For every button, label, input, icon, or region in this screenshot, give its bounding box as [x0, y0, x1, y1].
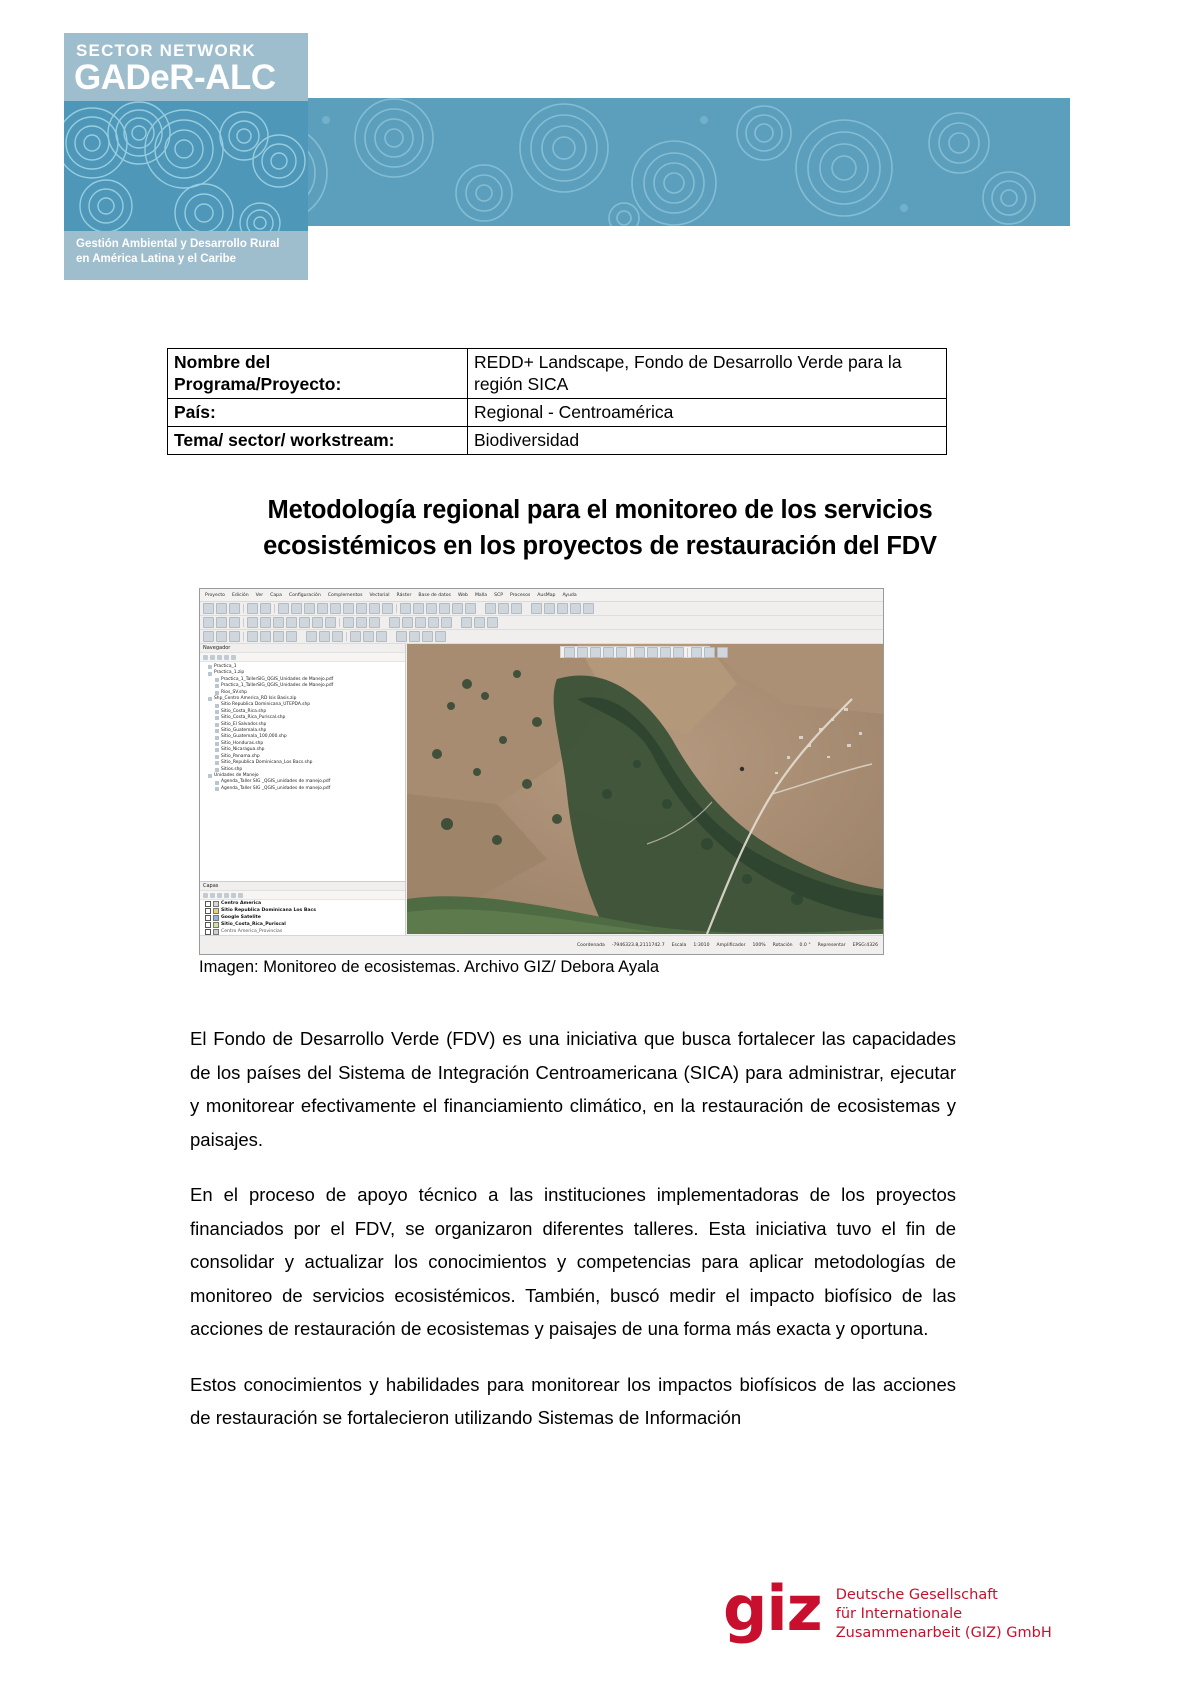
status-render-label[interactable]: Representar: [817, 942, 846, 948]
info-value-tema: Biodiversidad: [468, 427, 947, 455]
status-scale-value[interactable]: 1:3010: [693, 942, 710, 948]
browser-tree-item-label: Sitio_Panama.shp: [221, 753, 260, 759]
pdf-icon: [215, 787, 219, 791]
pdf-icon: [215, 678, 219, 682]
toolbar-icon-zoom-selection[interactable]: [330, 603, 341, 614]
layer-swatch: [213, 929, 219, 935]
toolbar-icon-zoom-next[interactable]: [369, 603, 380, 614]
shapefile-icon: [215, 704, 219, 708]
page-title: [160, 492, 1040, 564]
checkbox-icon[interactable]: [205, 922, 211, 928]
giz-fullname-line2: für Internationale: [835, 1606, 963, 1622]
toolbar-icon-cut-features[interactable]: [273, 617, 284, 628]
toolbar-icon-print[interactable]: [247, 603, 258, 614]
map-toolbar-icon-measure-angle[interactable]: [660, 647, 671, 658]
page-title-line2: ecosistémicos en los proyectos de restauración del FDV: [263, 532, 937, 560]
shapefile-icon: [215, 742, 219, 746]
giz-fullname-line3: Zusammenarbeit (GIZ) GmbH: [835, 1625, 1052, 1641]
browser-tree-item-label: Practica_1_TallerSIG_QGIS_Unidades de Manejo.pdf: [221, 683, 334, 689]
toolbar-icon-identify[interactable]: [400, 603, 411, 614]
browser-tree-item-label: Sitio Republica Dominicana_UTEPDA.shp: [221, 702, 311, 708]
status-scale-label: Escala: [671, 942, 687, 948]
layer-item-label: Google Satelite: [221, 915, 261, 920]
layer-item[interactable]: [200, 907, 405, 914]
map-toolbar-icon-bookmarks[interactable]: [704, 647, 715, 658]
browser-tree-item-label: Sitio_Guatemala.shp: [221, 728, 267, 734]
body-paragraph-3: Estos conocimientos y habilidades para monitorear los impactos biofísicos de las acciones de restauración se fortalecieron utilizando Sistemas de Información: [190, 1373, 956, 1428]
browser-tree-item-label: Sitio_Nicaragua.shp: [221, 747, 265, 753]
map-toolbar-icon-zoom-in[interactable]: [577, 647, 588, 658]
toolbar-icon-plugin-qgis2web[interactable]: [332, 631, 343, 642]
toolbar-icon-scp-roi-tool[interactable]: [273, 631, 284, 642]
layers-list[interactable]: [200, 900, 405, 935]
toolbar-icon-save-project[interactable]: [229, 603, 240, 614]
menu-item-malla[interactable]: Malla: [474, 592, 488, 598]
logo-sector-network-text: SECTOR NETWORK: [76, 41, 256, 60]
toolbar-icon-scp-postprocessing[interactable]: [229, 631, 240, 642]
shapefile-icon: [215, 748, 219, 752]
layer-item[interactable]: [200, 914, 405, 921]
map-toolbar-icon-zoom-out[interactable]: [590, 647, 601, 658]
toolbar-separator: [396, 604, 397, 613]
pdf-icon: [215, 781, 219, 785]
toolbar-icon-new-project[interactable]: [203, 603, 214, 614]
menu-item-ver[interactable]: Ver: [255, 592, 264, 598]
menu-item-edicion[interactable]: Edición: [231, 592, 249, 598]
info-value-programa: REDD+ Landscape, Fondo de Desarrollo Verde para la región SICA: [468, 349, 947, 399]
giz-logo-footer: [723, 1572, 1052, 1645]
toolbar-icon-snapping[interactable]: [343, 617, 354, 628]
toolbar-icon-bookmark[interactable]: [396, 631, 407, 642]
menu-item-vectorial[interactable]: Vectorial: [369, 592, 390, 598]
shapefile-icon: [215, 723, 219, 727]
qgis-screenshot-figure: [199, 588, 884, 955]
map-toolbar-icon-annotations[interactable]: [691, 647, 702, 658]
info-label-pais: País:: [168, 399, 468, 427]
menu-item-proyecto[interactable]: Proyecto: [205, 592, 225, 598]
figure-caption: Imagen: Monitoreo de ecosistemas. Archivo GIZ/ Debora Ayala: [199, 958, 660, 976]
layer-item[interactable]: [200, 900, 405, 907]
browser-icon-add-favorite[interactable]: [210, 655, 215, 660]
logo-rings-panel: [64, 101, 308, 231]
browser-icon-filter[interactable]: [224, 655, 229, 660]
toolbar-icon-help-contents[interactable]: [435, 631, 446, 642]
toolbar-separator: [243, 604, 244, 613]
checkbox-icon[interactable]: [205, 929, 211, 935]
qgis-toolbar-row-3[interactable]: [200, 630, 883, 644]
map-toolbar-icon-pan[interactable]: [564, 647, 575, 658]
giz-fullname-line1: Deutsche Gesellschaft: [835, 1587, 998, 1603]
menu-item-procesos[interactable]: Procesos: [510, 592, 531, 598]
logo-subtitle-text: [76, 237, 279, 267]
giz-wordmark: giz: [723, 1572, 822, 1645]
layers-icon-remove-layer[interactable]: [238, 893, 243, 898]
info-label-programa: [168, 349, 468, 399]
logo-subtitle-panel: [64, 231, 308, 280]
toolbar-icon-scp-band-set[interactable]: [461, 617, 472, 628]
toolbar-icon-filter[interactable]: [428, 617, 439, 628]
toolbar-separator: [243, 618, 244, 627]
satellite-imagery: [407, 644, 883, 934]
layer-item-label: Sitio_Costa_Rica_Puriscal: [221, 922, 286, 927]
browser-tree-item-label: Practica_1.zip: [214, 670, 245, 676]
checkbox-icon[interactable]: [205, 915, 211, 921]
toolbar-icon-scp-classification[interactable]: [474, 617, 485, 628]
layer-item-label: Centro America: [221, 901, 262, 906]
qgis-menu-bar[interactable]: [200, 589, 883, 602]
browser-icon-options[interactable]: [231, 655, 236, 660]
layers-icon-filter-legend[interactable]: [224, 893, 229, 898]
toolbar-icon-style-manager[interactable]: [402, 617, 413, 628]
toolbar-icon-zoom-out[interactable]: [304, 603, 315, 614]
body-paragraph-2: En el proceso de apoyo técnico a las instituciones implementadoras de los proyectos financiados por el FDV, se organizaron diferentes talleres. Esta iniciativa tuvo el fin de consolidar y actualizar los conocimientos y competencias para aplicar metodologías de monitoreo de servicios ecosistémicos. También, buscó medir el impacto biofísico de las acciones de restauración de ecosistemas y paisajes de una forma más exacta y oportuna.: [190, 1184, 956, 1339]
status-magnifier-value[interactable]: 100%: [752, 942, 766, 948]
info-label-programa-line1: Nombre del: [174, 352, 271, 372]
body-paragraph-1: El Fondo de Desarrollo Verde (FDV) es una iniciativa que busca fortalecer las capacidades de los países del Sistema de Integración Centroamericana (SICA) para administrar, ejecutar y monitorear efectivamente el financiamiento climático, en la restauración de ecosistemas y paisajes.: [190, 1028, 956, 1150]
map-toolbar-icon-measure-area[interactable]: [647, 647, 658, 658]
layers-icon-expand-all[interactable]: [231, 893, 236, 898]
layer-swatch: [213, 915, 219, 921]
toolbar-icon-add-feature[interactable]: [216, 617, 227, 628]
status-coordinate-value: -7946323.8,2111742.7: [611, 942, 665, 948]
checkbox-icon[interactable]: [205, 901, 211, 907]
browser-tree-item-label: Sitio_El Salvador.shp: [221, 721, 267, 727]
menu-item-base-de-datos[interactable]: Base de datos: [418, 592, 451, 598]
toolbar-icon-python-console[interactable]: [498, 603, 509, 614]
toolbar-icon-move-feature[interactable]: [229, 617, 240, 628]
menu-item-ayuda[interactable]: Ayuda: [562, 592, 577, 598]
info-label-tema: Tema/ sector/ workstream:: [168, 427, 468, 455]
browser-panel-toolbar[interactable]: [200, 653, 405, 662]
toolbar-icon-plugin-manager[interactable]: [511, 603, 522, 614]
toolbar-icon-gps-tools[interactable]: [422, 631, 433, 642]
status-crs-label[interactable]: EPSG:4326: [852, 942, 878, 948]
toolbar-icon-layer-properties[interactable]: [415, 617, 426, 628]
toolbar-icon-add-wms-layer[interactable]: [570, 603, 581, 614]
map-toolbar-icon-refresh[interactable]: [717, 647, 728, 658]
document-body: [190, 1022, 956, 1457]
archive-icon: [208, 672, 212, 676]
toolbar-icon-scp-settings[interactable]: [260, 631, 271, 642]
toolbar-icon-layout[interactable]: [260, 603, 271, 614]
menu-item-complementos[interactable]: Complementos: [327, 592, 363, 598]
layers-icon-add-group[interactable]: [210, 893, 215, 898]
shapefile-icon: [215, 691, 219, 695]
map-toolbar-icon-measure-line[interactable]: [634, 647, 645, 658]
decorative-rings-logo: [64, 101, 308, 231]
layers-icon-manage-visibility[interactable]: [217, 893, 222, 898]
toolbar-icon-measure[interactable]: [413, 603, 424, 614]
map-toolbar-icon-identify[interactable]: [616, 647, 627, 658]
shapefile-icon: [215, 755, 219, 759]
toolbar-icon-zoom-full[interactable]: [317, 603, 328, 614]
toolbar-icon-scp-download-products[interactable]: [203, 631, 214, 642]
toolbar-separator: [339, 618, 340, 627]
toolbar-icon-text-annotation[interactable]: [363, 631, 374, 642]
status-rotation-label: Rotación: [772, 942, 793, 948]
toolbar-separator: [243, 632, 244, 641]
logo-subtitle-line1: Gestión Ambiental y Desarrollo Rural: [76, 238, 280, 250]
layer-swatch: [213, 901, 219, 907]
info-value-pais: Regional - Centroamérica: [468, 399, 947, 427]
toolbar-icon-expression-select[interactable]: [441, 617, 452, 628]
browser-tree-item-label: Sitio_Guatemala_100,000.shp: [221, 734, 287, 740]
giz-fullname: [836, 1586, 1052, 1643]
logo-gader-alc-text: GADeR-ALC: [74, 58, 276, 97]
toolbar-icon-html-annotation[interactable]: [376, 631, 387, 642]
layer-item[interactable]: [200, 921, 405, 928]
toolbar-icon-scp-preprocessing[interactable]: [216, 631, 227, 642]
layer-swatch: [213, 908, 219, 914]
browser-tree-item-label: Unidades de Manejo: [214, 772, 259, 778]
browser-tree-item-label: Shp_Centro America_RD Isis Basis.zip: [214, 696, 297, 702]
shapefile-icon: [215, 736, 219, 740]
toolbar-icon-topological-editing[interactable]: [356, 617, 367, 628]
toolbar-icon-zoom-layer[interactable]: [343, 603, 354, 614]
folder-icon: [208, 665, 212, 669]
table-row: [168, 349, 947, 399]
browser-tree-item-label: Agenda_Taller SIG _QGIS_unidades de manejo.pdf: [221, 785, 331, 791]
status-rotation-value[interactable]: 0.0 °: [799, 942, 811, 948]
toolbar-icon-zoom-in[interactable]: [291, 603, 302, 614]
browser-tree-item-label: Agenda_Taller SIG _QGIS_unidades de manejo.pdf: [221, 779, 331, 785]
qgis-map-canvas[interactable]: [407, 644, 883, 934]
toolbar-icon-data-source-manager[interactable]: [583, 603, 594, 614]
toolbar-icon-copy-features[interactable]: [286, 617, 297, 628]
layer-item[interactable]: [200, 928, 405, 935]
toolbar-icon-undo[interactable]: [312, 617, 323, 628]
checkbox-icon[interactable]: [205, 908, 211, 914]
toolbar-icon-refresh[interactable]: [382, 603, 393, 614]
layer-item-label: Sitio Republica Dominicana Los Bacs: [221, 908, 316, 913]
menu-item-capa[interactable]: Capa: [270, 592, 282, 598]
logo-subtitle-line2: en América Latina y el Caribe: [76, 253, 237, 265]
toolbar-icon-add-vector-layer[interactable]: [531, 603, 542, 614]
toolbar-icon-add-raster-layer[interactable]: [544, 603, 555, 614]
browser-tree-item[interactable]: [204, 786, 405, 792]
toolbar-icon-scp-band-calc[interactable]: [247, 631, 258, 642]
toolbar-icon-deselect[interactable]: [439, 603, 450, 614]
shapefile-icon: [215, 716, 219, 720]
toolbar-icon-scp-preview[interactable]: [487, 617, 498, 628]
layers-panel-toolbar[interactable]: [200, 891, 405, 900]
browser-tree-item-label: Rios_SV.shp: [221, 689, 247, 695]
toolbar-icon-processing-toolbox[interactable]: [485, 603, 496, 614]
browser-tree-item-label: Sitio_Costa_Rica.shp: [221, 708, 267, 714]
qgis-layers-panel[interactable]: [200, 881, 406, 939]
toolbar-icon-digitize-toggle[interactable]: [203, 617, 214, 628]
qgis-browser-panel[interactable]: [200, 644, 406, 881]
toolbar-icon-redo[interactable]: [325, 617, 336, 628]
layers-icon-open-style[interactable]: [203, 893, 208, 898]
browser-tree-item-label: Sitio_Honduras.shp: [221, 740, 264, 746]
qgis-toolbar-row-2[interactable]: [200, 616, 883, 630]
map-toolbar-icon-select[interactable]: [673, 647, 684, 658]
layers-panel-title: Capas: [200, 882, 405, 891]
status-magnifier-label: Amplificador: [716, 942, 746, 948]
qgis-toolbar-row-1[interactable]: [200, 602, 883, 616]
browser-tree-item-label: Practica_1: [214, 664, 237, 669]
toolbar-icon-statistics[interactable]: [465, 603, 476, 614]
logo-title-panel: [64, 33, 308, 101]
gader-alc-logo: [64, 33, 308, 280]
browser-tree[interactable]: [200, 662, 405, 792]
toolbar-icon-plugin-ausmap[interactable]: [306, 631, 317, 642]
status-coordinate-label: Coordenada: [576, 942, 605, 948]
toolbar-icon-select-features[interactable]: [426, 603, 437, 614]
table-row: [168, 427, 947, 455]
toolbar-icon-plugin-qbasemap[interactable]: [319, 631, 330, 642]
toolbar-icon-pan[interactable]: [278, 603, 289, 614]
toolbar-icon-open-project[interactable]: [216, 603, 227, 614]
toolbar-icon-annotation[interactable]: [350, 631, 361, 642]
browser-tree-item-label: Sitio_Republica Dominicana_Los Bacs.shp: [221, 760, 313, 766]
browser-tree-item-label: Sitio_Costa_Rica_Puriscal.shp: [221, 715, 286, 721]
toolbar-icon-attribute-table[interactable]: [452, 603, 463, 614]
shapefile-icon: [215, 768, 219, 772]
toolbar-icon-new-bookmark[interactable]: [409, 631, 420, 642]
toolbar-separator: [630, 648, 631, 657]
menu-item-ausmap[interactable]: AusMap: [537, 592, 556, 598]
browser-tree-item-label: Sitios.shp: [221, 766, 243, 772]
qgis-map-navigation-toolbar[interactable]: [560, 646, 710, 658]
layer-item-label: Centro America_Provincias: [221, 929, 283, 934]
menu-item-web[interactable]: Web: [457, 592, 468, 598]
shapefile-icon: [215, 729, 219, 733]
shapefile-icon: [215, 761, 219, 765]
project-info-table: [167, 348, 947, 455]
toolbar-icon-zoom-last[interactable]: [356, 603, 367, 614]
archive-icon: [208, 697, 212, 701]
toolbar-icon-scp-spectral-signature[interactable]: [286, 631, 297, 642]
toolbar-icon-delete-selected[interactable]: [260, 617, 271, 628]
menu-item-raster[interactable]: Ráster: [396, 592, 412, 598]
menu-item-scp[interactable]: SCP: [494, 592, 504, 598]
layer-swatch: [213, 922, 219, 928]
table-row: [168, 399, 947, 427]
toolbar-icon-node-tool[interactable]: [247, 617, 258, 628]
browser-icon-collapse-all[interactable]: [217, 655, 222, 660]
info-label-programa-line2: Programa/Proyecto:: [174, 374, 342, 394]
toolbar-separator: [346, 632, 347, 641]
map-toolbar-icon-zoom-full[interactable]: [603, 647, 614, 658]
toolbar-icon-add-delimited-text[interactable]: [557, 603, 568, 614]
qgis-status-bar: [200, 935, 883, 954]
pdf-icon: [215, 684, 219, 688]
folder-icon: [208, 774, 212, 778]
toolbar-separator: [274, 604, 275, 613]
page-title-line1: Metodología regional para el monitoreo de los servicios: [267, 496, 933, 524]
shapefile-icon: [215, 710, 219, 714]
toolbar-separator: [687, 648, 688, 657]
toolbar-icon-paste-features[interactable]: [299, 617, 310, 628]
browser-tree-item-label: Practica_1_TallerSIG_QGIS_Unidades de Manejo.pdf: [221, 676, 334, 682]
browser-panel-title: Navegador: [200, 644, 405, 653]
toolbar-icon-georeferencer[interactable]: [369, 617, 380, 628]
toolbar-icon-label-toggle[interactable]: [389, 617, 400, 628]
menu-item-configuracion[interactable]: Configuración: [288, 592, 321, 598]
browser-icon-refresh[interactable]: [203, 655, 208, 660]
